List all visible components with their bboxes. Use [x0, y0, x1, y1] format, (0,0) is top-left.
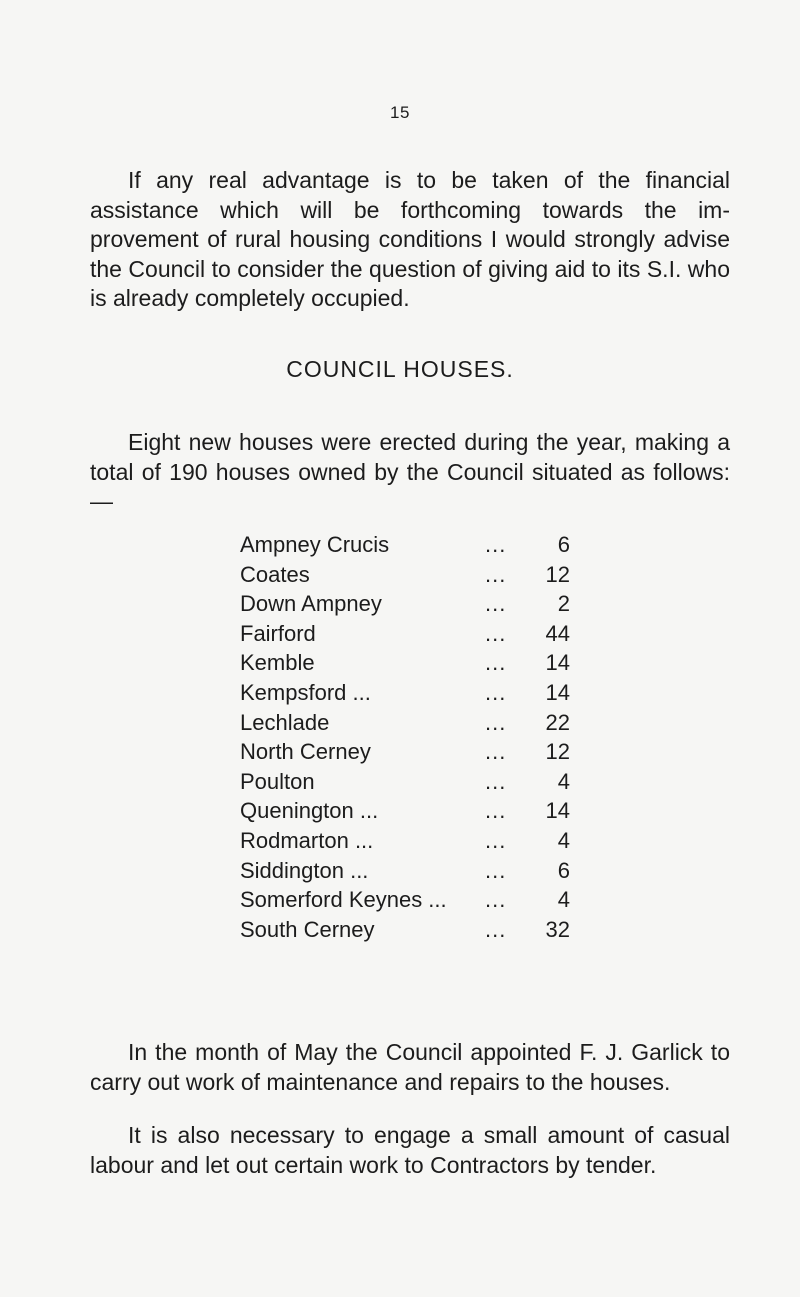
place-name: Coates [240, 561, 310, 587]
house-count: 44 [545, 620, 570, 646]
house-count: 6 [557, 532, 570, 557]
table-row [240, 915, 580, 945]
table-row [240, 796, 580, 826]
leader-dots: ... [485, 798, 507, 824]
place-name: Quenington ... [240, 798, 379, 824]
section-heading: COUNCIL HOUSES. [286, 356, 514, 382]
table-row [240, 826, 580, 856]
place-name: Ampney Crucis [240, 532, 390, 557]
place-name: Poulton [240, 768, 315, 794]
leader-dots: ... [485, 739, 507, 765]
leader-dots: ... [485, 561, 507, 587]
intro-paragraph [90, 166, 730, 314]
table-row [240, 767, 580, 797]
place-name: South Cerney [240, 916, 375, 942]
table-row [240, 678, 580, 708]
leader-dots: ... [485, 887, 507, 913]
house-count: 2 [557, 591, 570, 617]
house-count: 4 [557, 768, 570, 794]
table-row [240, 530, 580, 560]
place-name: North Cerney [240, 739, 371, 765]
place-name: Fairford [240, 620, 316, 646]
intro-paragraph-text: If any real advantage is to be taken of the financial assistance which will be forthcoming towards the im-provement of rural housing conditions I would strongly advise the Council to consider the question of giving aid to its S.I. who is already completely occupied. [90, 167, 730, 311]
place-name: Siddington ... [240, 857, 369, 883]
house-count: 6 [557, 857, 570, 883]
table-row [240, 885, 580, 915]
house-count: 32 [545, 916, 570, 942]
leader-dots: ... [485, 916, 507, 942]
casual-labour-paragraph [90, 1121, 730, 1180]
page-number: 15 [390, 103, 410, 122]
house-count: 14 [545, 798, 570, 824]
house-count: 14 [545, 679, 570, 705]
table-row [240, 648, 580, 678]
place-name: Kempsford ... [240, 679, 371, 705]
table-row [240, 560, 580, 590]
casual-labour-paragraph-text: It is also necessary to engage a small amount of casual labour and let out certain work to Contractors by tender. [90, 1122, 730, 1178]
leader-dots: ... [485, 857, 507, 883]
table-row [240, 619, 580, 649]
house-count: 12 [545, 561, 570, 587]
maintenance-paragraph-text: In the month of May the Council appointed F. J. Garlick to carry out work of maintenance and repairs to the houses. [90, 1039, 730, 1095]
leader-dots: ... [485, 768, 507, 794]
table-row [240, 856, 580, 886]
place-name: Rodmarton ... [240, 827, 374, 853]
leader-dots: ... [485, 679, 507, 705]
place-name: Down Ampney [240, 591, 382, 617]
leader-dots: ... [485, 620, 507, 646]
place-name: Lechlade [240, 709, 330, 735]
houses-summary-text: Eight new houses were erected during the year, making a total of 190 houses owned by the Council situated as follows:— [90, 429, 730, 514]
house-count: 14 [545, 650, 570, 676]
table-row [240, 708, 580, 738]
house-count: 4 [557, 827, 570, 853]
houses-summary-paragraph [90, 428, 730, 517]
leader-dots: ... [485, 532, 507, 557]
leader-dots: ... [485, 591, 507, 617]
house-count: 12 [545, 739, 570, 765]
house-count: 4 [557, 887, 570, 913]
leader-dots: ... [485, 709, 507, 735]
houses-table [240, 530, 580, 944]
place-name: Somerford Keynes ... [240, 887, 447, 913]
leader-dots: ... [485, 827, 507, 853]
table-row [240, 737, 580, 767]
maintenance-paragraph [90, 1038, 730, 1097]
house-count: 22 [545, 709, 570, 735]
place-name: Kemble [240, 650, 315, 676]
table-row [240, 589, 580, 619]
leader-dots: ... [485, 650, 507, 676]
